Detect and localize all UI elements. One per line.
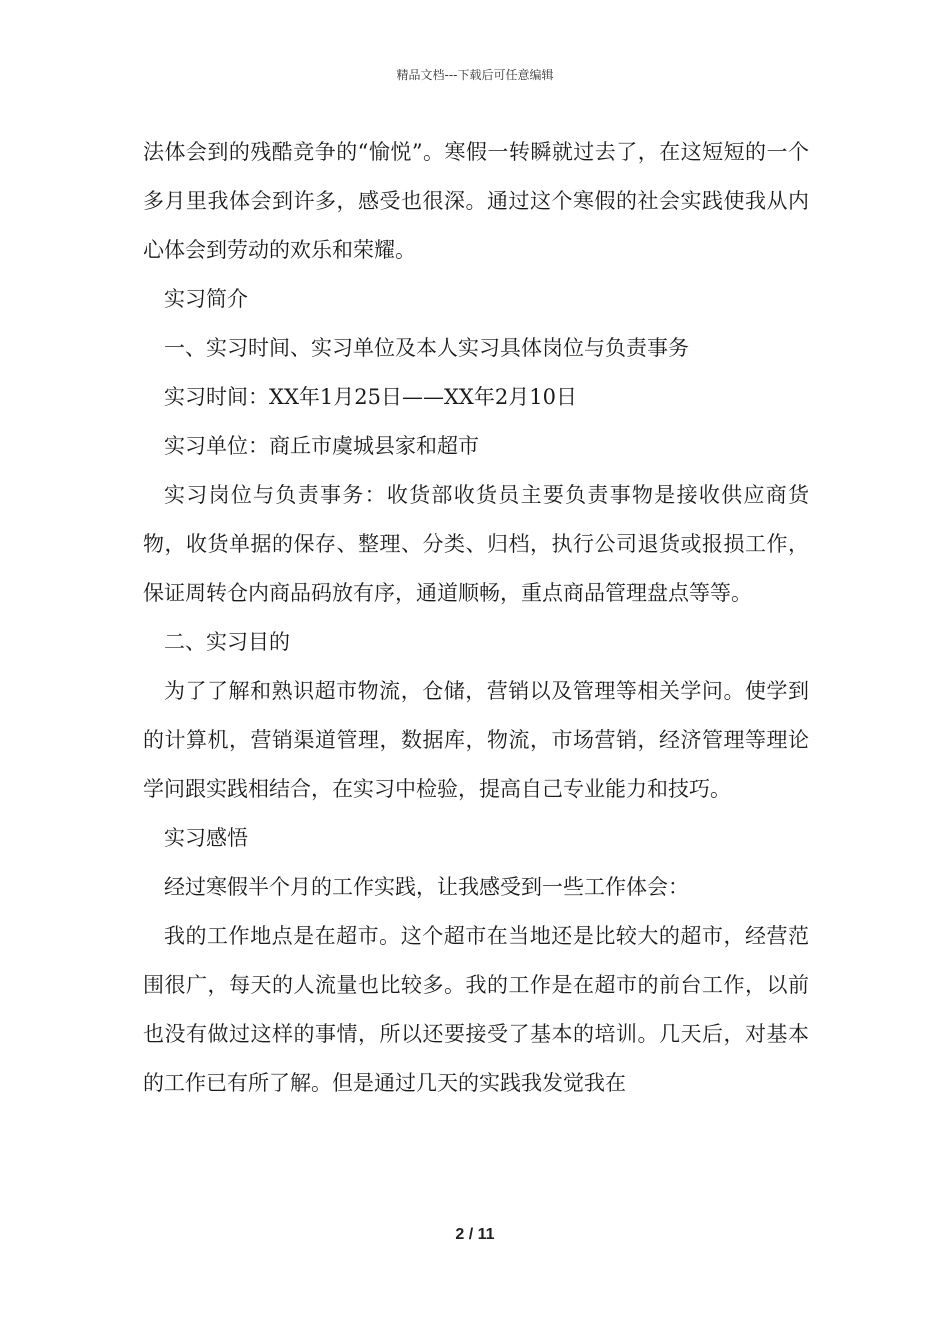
paragraph-workplace: 我的工作地点是在超市。这个超市在当地还是比较大的超市，经营范围很广，每天的人流量也比较多。我的工作是在超市的前台工作，以前也没有做过这样的事情，所以还要接受了基本的培训。几天后，对基本的工作已有所了解。但是通过几天的实践我发觉我在 [143, 924, 809, 1095]
subheading-time-unit-position: 一、实习时间、实习单位及本人实习具体岗位与负责事务 [164, 336, 689, 360]
document-body [143, 128, 809, 1108]
section-heading-internship-intro: 实习简介 [164, 287, 248, 311]
paragraph-reflection-intro: 经过寒假半个月的工作实践，让我感受到一些工作体会： [164, 875, 689, 899]
paragraph-internship-time: 实习时间：XX年1月25日——XX年2月10日 [164, 385, 577, 409]
paragraph-internship-unit: 实习单位：商丘市虞城县家和超市 [164, 434, 479, 458]
subheading-internship-purpose: 二、实习目的 [164, 630, 290, 654]
section-heading-reflections: 实习感悟 [164, 826, 248, 850]
paragraph-continuation: 法体会到的残酷竞争的“愉悦”。寒假一转瞬就过去了，在这短短的一个多月里我体会到许多，感受也很深。通过这个寒假的社会实践使我从内心体会到劳动的欢乐和荣耀。 [143, 140, 809, 262]
page-number: 2 / 11 [455, 1226, 495, 1243]
page-header: 精品文档---下载后可任意编辑 [396, 68, 554, 82]
paragraph-purpose: 为了了解和熟识超市物流，仓储，营销以及管理等相关学问。使学到的计算机，营销渠道管理，数据库，物流，市场营销，经济管理等理论学问跟实践相结合，在实习中检验，提高自己专业能力和技巧。 [143, 679, 809, 801]
paragraph-position-duties: 实习岗位与负责事务：收货部收货员主要负责事物是接收供应商货物，收货单据的保存、整理、分类、归档，执行公司退货或报损工作，保证周转仓内商品码放有序，通道顺畅，重点商品管理盘点等等。 [143, 483, 809, 605]
